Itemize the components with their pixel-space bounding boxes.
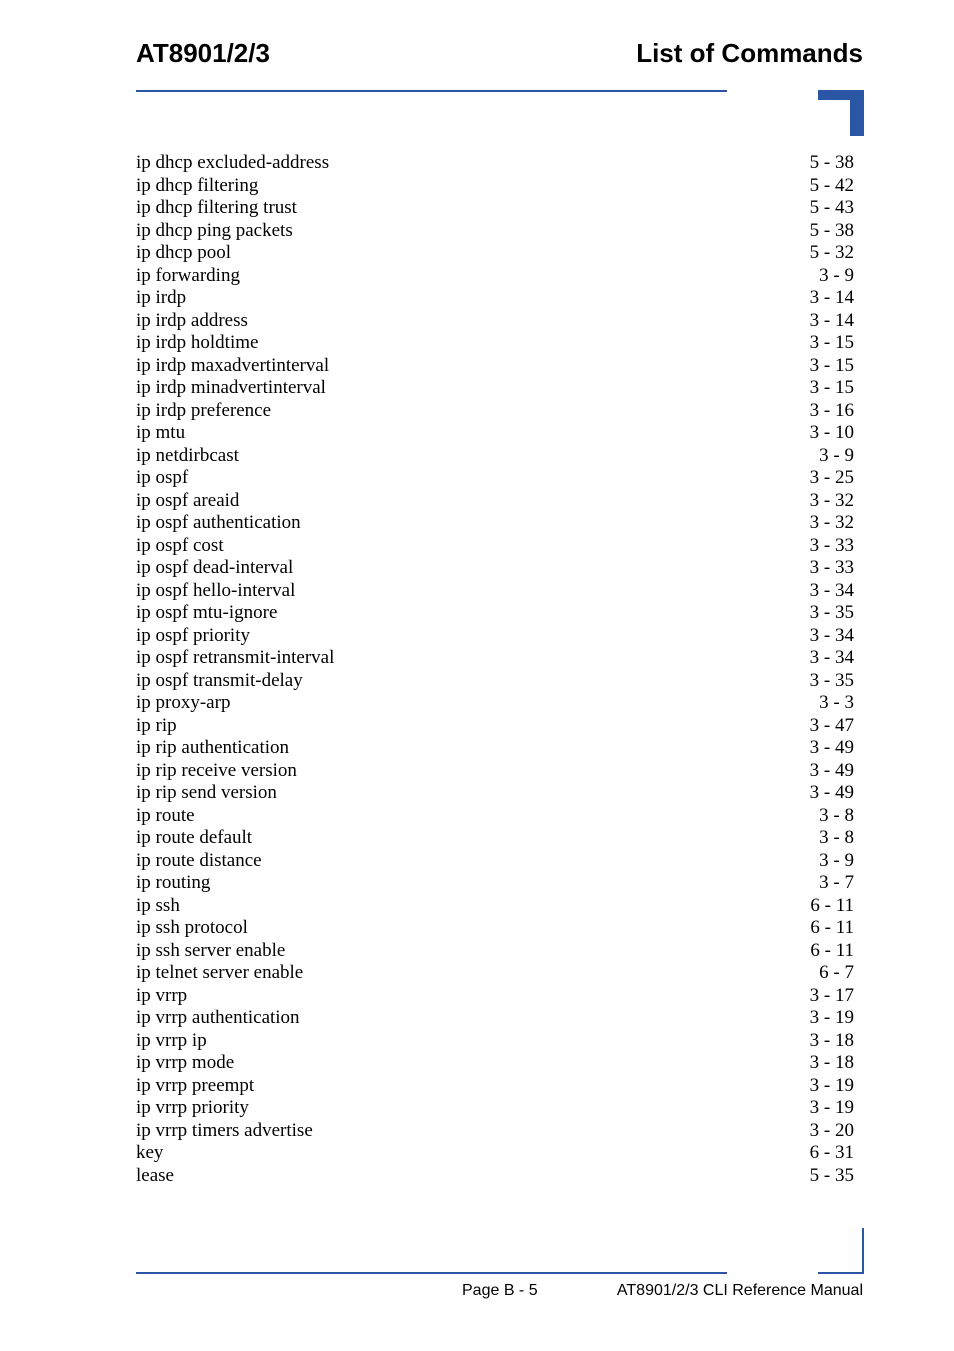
index-entry-command: ip vrrp timers advertise [136, 1119, 313, 1141]
index-entry-page-ref: 6 - 11 [810, 917, 854, 938]
footer-rule [136, 1272, 727, 1274]
index-entry [136, 242, 854, 265]
index-entry-command: ip vrrp preempt [136, 1074, 255, 1096]
index-entry-command: ip irdp [136, 287, 187, 308]
index-entry-command: ip vrrp [136, 984, 188, 1006]
index-entry-page-ref: 6 - 11 [810, 894, 854, 916]
index-entry-page-ref: 3 - 35 [809, 602, 854, 623]
index-entry-command: ip ospf dead-interval [136, 557, 294, 578]
index-entry [136, 1142, 854, 1165]
index-entry-command: ip forwarding [136, 264, 240, 286]
index-entry-page-ref: 3 - 49 [809, 759, 854, 781]
index-entry-page-ref: 6 - 7 [819, 962, 854, 983]
index-entry-command: ip ospf retransmit-interval [136, 647, 335, 668]
index-entry-command: ip vrrp ip [136, 1029, 207, 1051]
index-entry-page-ref: 3 - 15 [809, 377, 854, 398]
index-entry [136, 332, 854, 355]
index-entry-command: ip irdp minadvertinterval [136, 377, 326, 398]
index-entry-command: ip ospf areaid [136, 489, 240, 511]
index-entry-page-ref: 3 - 15 [809, 332, 854, 353]
index-entry [136, 962, 854, 985]
command-index-list [136, 152, 854, 1187]
index-entry [136, 850, 854, 873]
index-entry [136, 557, 854, 580]
index-entry-page-ref: 3 - 47 [809, 714, 854, 736]
index-entry-page-ref: 3 - 19 [809, 1007, 854, 1028]
index-entry-command: ip dhcp filtering [136, 174, 259, 196]
index-entry [136, 782, 854, 805]
index-entry-page-ref: 3 - 8 [819, 804, 854, 826]
index-entry-command: ip ospf authentication [136, 512, 301, 533]
index-entry [136, 1030, 854, 1053]
index-entry-page-ref: 3 - 34 [809, 647, 854, 668]
index-entry [136, 467, 854, 490]
index-entry [136, 940, 854, 963]
index-entry [136, 1165, 854, 1188]
index-entry-page-ref: 3 - 19 [809, 1097, 854, 1118]
footer-manual-title: AT8901/2/3 CLI Reference Manual [616, 1282, 863, 1299]
index-entry [136, 490, 854, 513]
index-entry-page-ref: 6 - 11 [810, 939, 854, 961]
index-entry-page-ref: 5 - 38 [809, 219, 854, 241]
index-entry [136, 985, 854, 1008]
index-entry-command: ip irdp maxadvertinterval [136, 354, 330, 376]
index-entry-page-ref: 5 - 42 [809, 174, 854, 196]
index-entry [136, 692, 854, 715]
index-entry [136, 1075, 854, 1098]
index-entry-command: ip routing [136, 872, 211, 893]
index-entry [136, 737, 854, 760]
header-corner-mark-vertical [850, 90, 864, 136]
index-entry [136, 197, 854, 220]
index-entry-page-ref: 3 - 18 [809, 1052, 854, 1073]
index-entry [136, 1007, 854, 1030]
index-entry [136, 602, 854, 625]
index-entry [136, 310, 854, 333]
index-entry-page-ref: 3 - 32 [809, 489, 854, 511]
index-entry-command: ip ospf priority [136, 624, 250, 646]
index-entry [136, 805, 854, 828]
index-entry [136, 1052, 854, 1075]
index-entry-page-ref: 3 - 18 [809, 1029, 854, 1051]
index-entry [136, 445, 854, 468]
index-entry-command: ip ospf mtu-ignore [136, 602, 278, 623]
index-entry-command: ip ospf transmit-delay [136, 669, 303, 691]
index-entry-page-ref: 5 - 35 [809, 1164, 854, 1186]
index-entry [136, 827, 854, 850]
index-entry [136, 535, 854, 558]
index-entry [136, 1097, 854, 1120]
index-entry [136, 670, 854, 693]
index-entry-page-ref: 3 - 7 [819, 872, 854, 893]
index-entry-page-ref: 3 - 3 [819, 692, 854, 713]
index-entry [136, 175, 854, 198]
index-entry-page-ref: 3 - 8 [819, 827, 854, 848]
index-entry-command: ip rip receive version [136, 759, 297, 781]
index-entry [136, 220, 854, 243]
index-entry-page-ref: 3 - 14 [809, 287, 854, 308]
index-entry-command: ip ospf cost [136, 534, 224, 556]
index-entry [136, 917, 854, 940]
index-entry-page-ref: 3 - 33 [809, 557, 854, 578]
index-entry [136, 377, 854, 400]
index-entry-command: ip rip send version [136, 782, 277, 803]
index-entry-page-ref: 3 - 9 [819, 444, 854, 466]
header-section-title: List of Commands [636, 38, 863, 68]
index-entry-page-ref: 3 - 34 [809, 579, 854, 601]
index-entry-page-ref: 3 - 34 [809, 624, 854, 646]
index-entry-command: ip route distance [136, 849, 262, 871]
index-entry-page-ref: 3 - 16 [809, 399, 854, 421]
footer-page-number: Page B - 5 [462, 1282, 538, 1299]
index-entry-page-ref: 3 - 32 [809, 512, 854, 533]
index-entry-page-ref: 3 - 49 [809, 737, 854, 758]
index-entry-page-ref: 3 - 33 [809, 534, 854, 556]
index-entry-page-ref: 3 - 35 [809, 669, 854, 691]
index-entry-command: key [136, 1142, 164, 1163]
index-entry-command: ip mtu [136, 422, 186, 443]
index-entry-page-ref: 5 - 32 [809, 242, 854, 263]
index-entry-command: ip netdirbcast [136, 444, 239, 466]
index-entry [136, 287, 854, 310]
index-entry-command: ip irdp holdtime [136, 332, 259, 353]
index-entry [136, 400, 854, 423]
index-entry-command: ip ssh server enable [136, 939, 286, 961]
header-product-title: AT8901/2/3 [136, 38, 270, 68]
index-entry-page-ref: 3 - 19 [809, 1074, 854, 1096]
index-entry-page-ref: 5 - 43 [809, 197, 854, 218]
index-entry-page-ref: 3 - 15 [809, 354, 854, 376]
index-entry [136, 715, 854, 738]
header-rule [136, 90, 727, 92]
index-entry [136, 265, 854, 288]
index-entry-page-ref: 3 - 17 [809, 984, 854, 1006]
index-entry-command: ip rip authentication [136, 737, 290, 758]
index-entry-page-ref: 3 - 10 [809, 422, 854, 443]
index-entry-command: lease [136, 1164, 174, 1186]
index-entry [136, 355, 854, 378]
index-entry-page-ref: 6 - 31 [809, 1142, 854, 1163]
index-entry [136, 647, 854, 670]
index-entry [136, 1120, 854, 1143]
footer-corner-mark-vertical [862, 1228, 864, 1274]
index-entry [136, 422, 854, 445]
index-entry-command: ip route default [136, 827, 253, 848]
index-entry-page-ref: 3 - 20 [809, 1119, 854, 1141]
index-entry [136, 895, 854, 918]
index-entry [136, 580, 854, 603]
index-entry-command: ip vrrp priority [136, 1097, 249, 1118]
index-entry-page-ref: 3 - 25 [809, 467, 854, 488]
index-entry-page-ref: 3 - 9 [819, 264, 854, 286]
index-entry-command: ip dhcp filtering trust [136, 197, 297, 218]
index-entry [136, 152, 854, 175]
index-entry-command: ip dhcp pool [136, 242, 231, 263]
index-entry-command: ip proxy-arp [136, 692, 231, 713]
index-entry-page-ref: 5 - 38 [809, 152, 854, 173]
index-entry-command: ip dhcp ping packets [136, 219, 293, 241]
index-entry-command: ip irdp preference [136, 399, 272, 421]
index-entry-command: ip vrrp mode [136, 1052, 235, 1073]
index-entry-command: ip rip [136, 714, 177, 736]
index-entry-command: ip ospf hello-interval [136, 579, 296, 601]
index-entry [136, 625, 854, 648]
index-entry-command: ip irdp address [136, 309, 248, 331]
index-entry [136, 512, 854, 535]
index-entry-page-ref: 3 - 49 [809, 782, 854, 803]
index-entry-page-ref: 3 - 9 [819, 849, 854, 871]
index-entry-command: ip ssh protocol [136, 917, 248, 938]
index-entry-command: ip telnet server enable [136, 962, 304, 983]
index-entry-command: ip route [136, 804, 195, 826]
index-entry-page-ref: 3 - 14 [809, 309, 854, 331]
footer-corner-mark [818, 1272, 864, 1274]
index-entry-command: ip ospf [136, 467, 189, 488]
index-entry-command: ip ssh [136, 894, 180, 916]
index-entry-command: ip dhcp excluded-address [136, 152, 330, 173]
index-entry [136, 872, 854, 895]
index-entry [136, 760, 854, 783]
index-entry-command: ip vrrp authentication [136, 1007, 300, 1028]
